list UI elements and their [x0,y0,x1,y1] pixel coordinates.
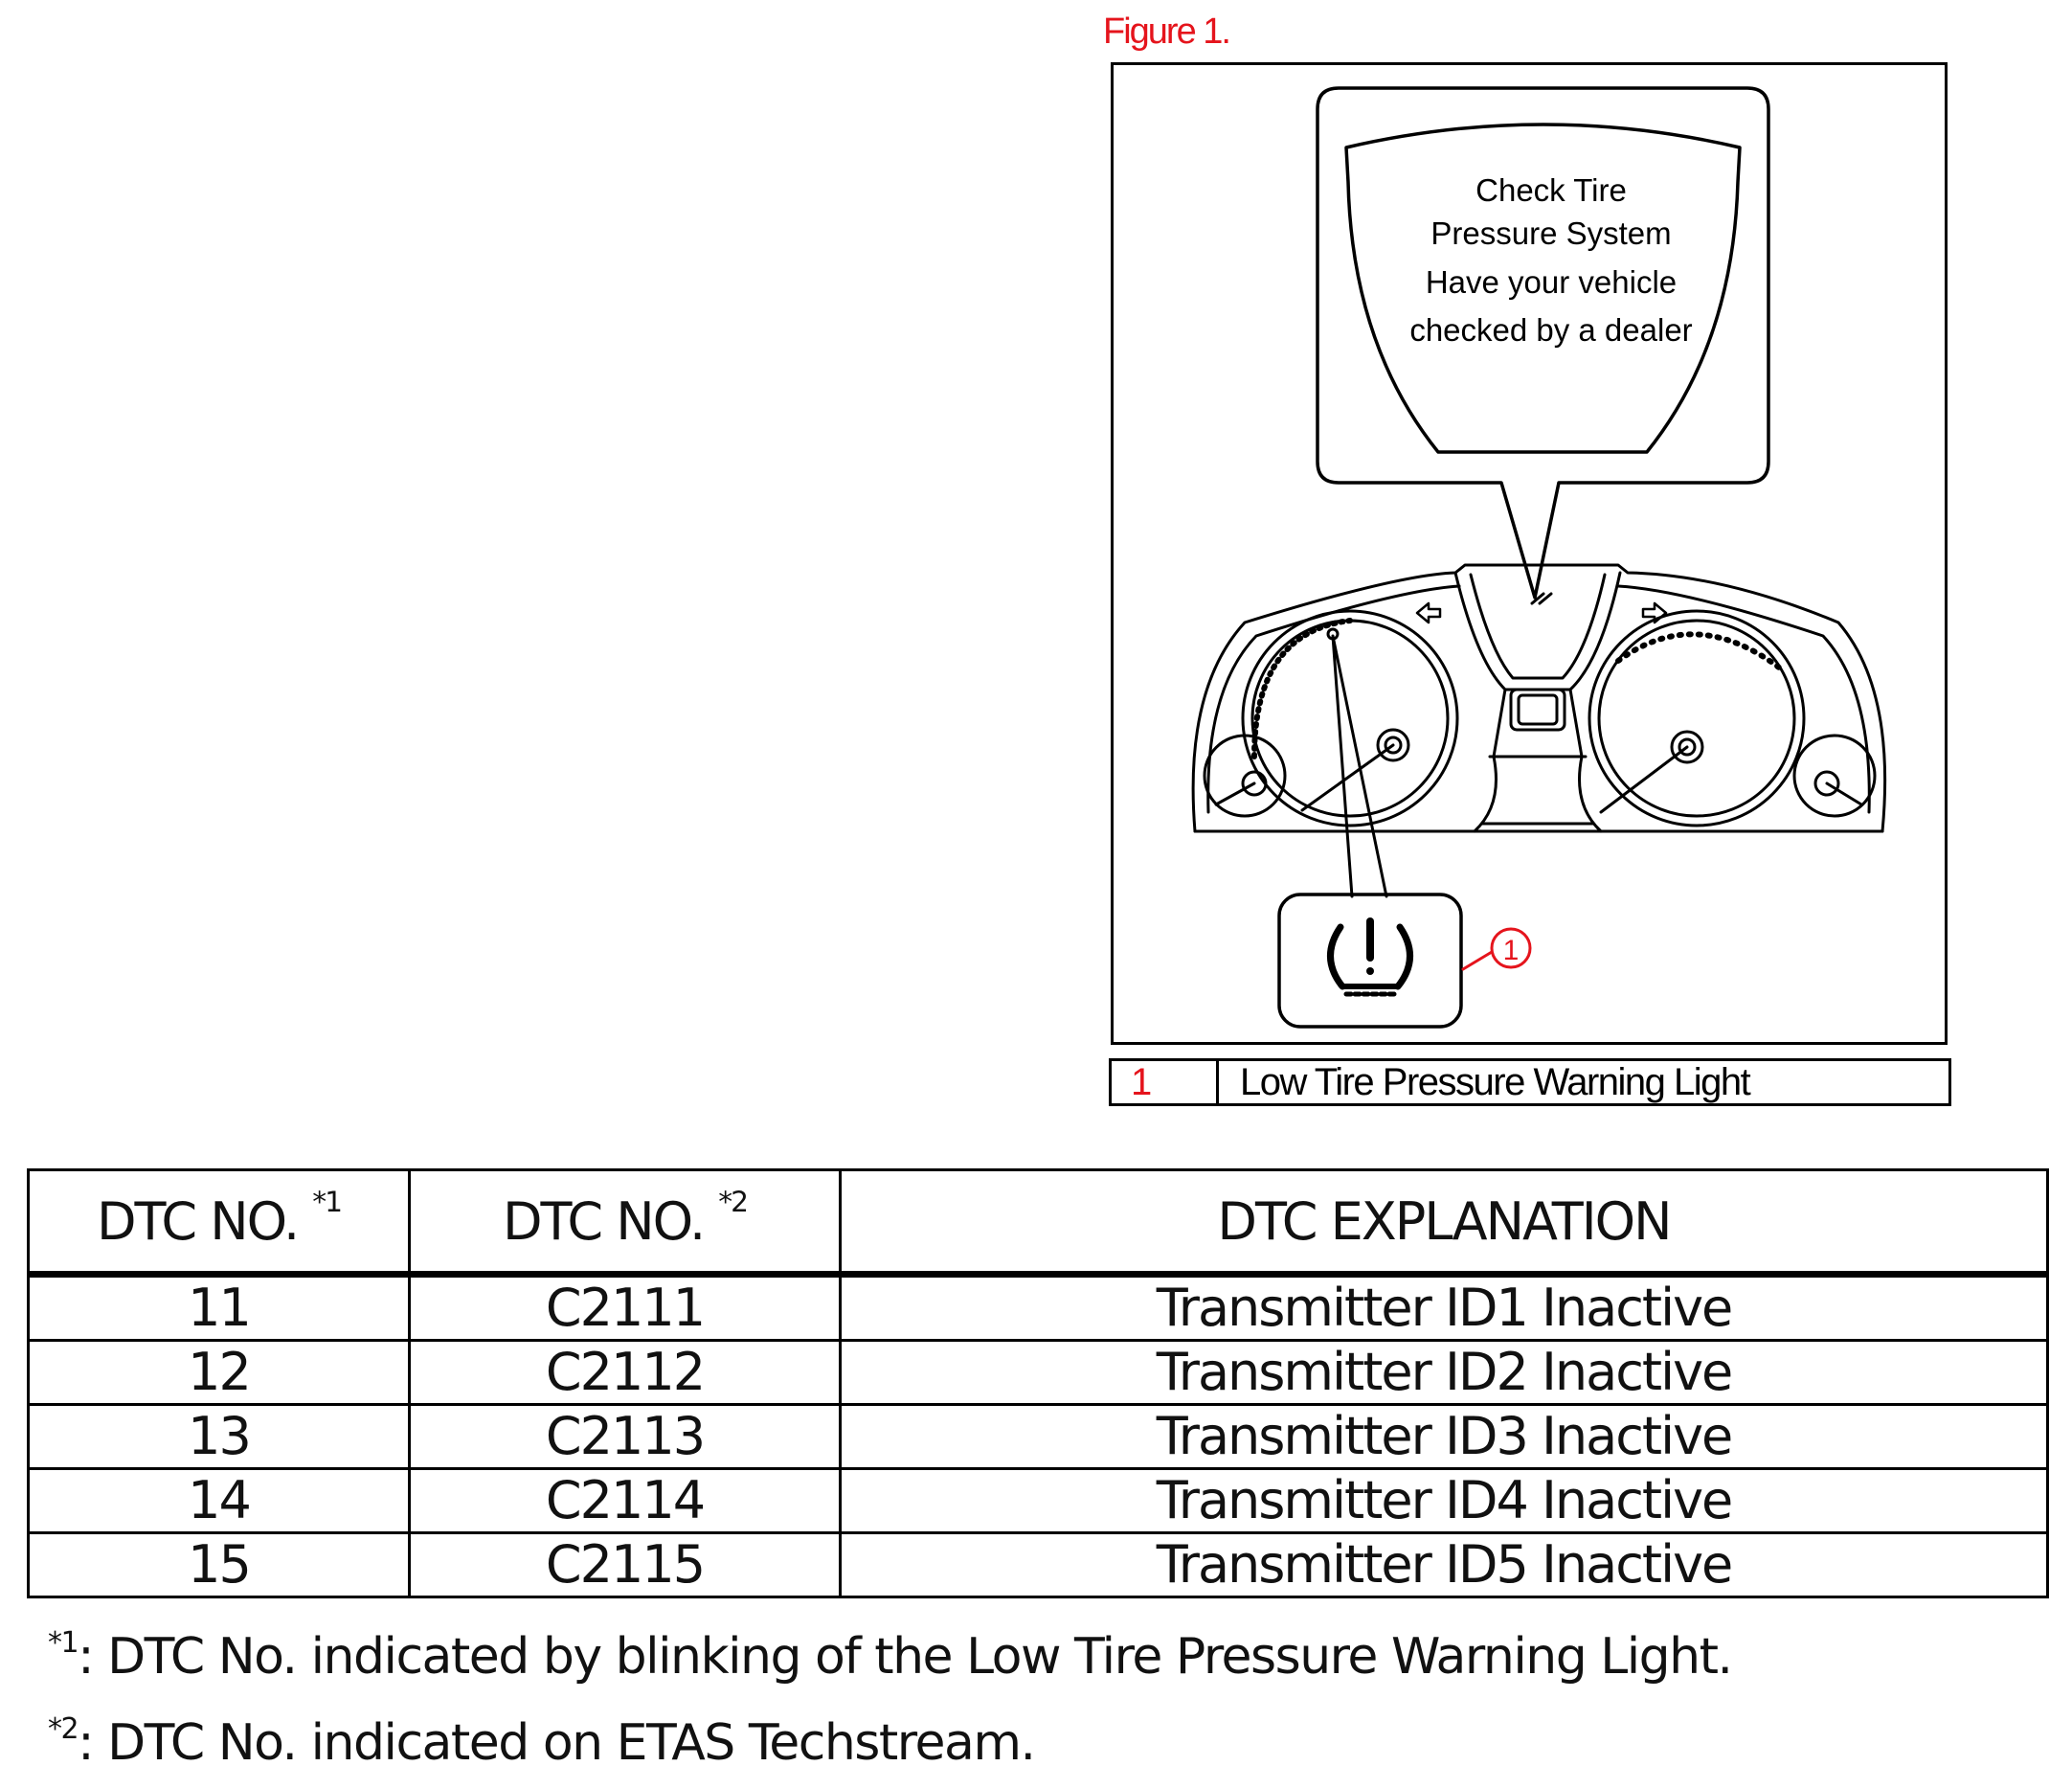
turn-left-arrow-icon [1417,603,1440,623]
dtc-code: C2113 [410,1405,841,1469]
dtc-blink-code: 15 [29,1533,410,1597]
footnote-text: : DTC No. indicated on ETAS Techstream. [78,1714,1035,1772]
footnote-mark: *1 [48,1626,79,1660]
message-line-1: Check Tire [1475,172,1627,208]
dtc-blink-code: 14 [29,1469,410,1533]
legend-label: Low Tire Pressure Warning Light [1240,1061,1750,1103]
footnote-1 [48,1628,1732,1686]
header-dtc-explanation [841,1170,2048,1275]
dtc-code: C2114 [410,1469,841,1533]
table-row [29,1469,2048,1533]
dtc-explanation: Transmitter ID1 Inactive [841,1275,2048,1341]
dtc-explanation: Transmitter ID3 Inactive [841,1405,2048,1469]
fuel-gauge [1205,736,1285,816]
header-footnote-mark: *2 [718,1185,748,1219]
dtc-table [27,1168,2049,1598]
dtc-code: C2112 [410,1341,841,1405]
tire-pressure-warning-icon [1279,894,1461,1027]
dtc-explanation: Transmitter ID5 Inactive [841,1533,2048,1597]
table-row [29,1533,2048,1597]
dtc-blink-code: 12 [29,1341,410,1405]
footnote-text: : DTC No. indicated by blinking of the Low Tire Pressure Warning Light. [78,1628,1732,1686]
table-row [29,1275,2048,1341]
turn-right-arrow-icon [1643,603,1666,623]
figure-legend [1109,1058,1951,1106]
callout-number: 1 [1502,935,1520,966]
dtc-code: C2115 [410,1533,841,1597]
message-line-2: Pressure System [1430,215,1672,251]
header-text: DTC NO. [96,1190,299,1252]
message-line-4: checked by a dealer [1409,312,1693,348]
figure-caption: Figure 1. [1103,11,1229,52]
legend-number: 1 [1112,1061,1219,1103]
footnote-mark: *2 [48,1712,79,1746]
table-row [29,1341,2048,1405]
dtc-explanation: Transmitter ID2 Inactive [841,1341,2048,1405]
instrument-cluster [1193,565,1885,831]
header-footnote-mark: *1 [312,1185,342,1219]
tachometer-gauge [1589,611,1804,826]
footnote-2 [48,1714,1035,1772]
dtc-blink-code: 11 [29,1275,410,1341]
dtc-explanation: Transmitter ID4 Inactive [841,1469,2048,1533]
header-dtc-no-1 [29,1170,410,1275]
table-row [29,1405,2048,1469]
message-line-3: Have your vehicle [1425,264,1678,300]
temperature-gauge [1794,736,1875,816]
header-text: DTC EXPLANATION [1217,1190,1671,1252]
header-dtc-no-2 [410,1170,841,1275]
dtc-code: C2111 [410,1275,841,1341]
header-text: DTC NO. [502,1190,705,1252]
table-header-row [29,1170,2048,1275]
dtc-blink-code: 13 [29,1405,410,1469]
